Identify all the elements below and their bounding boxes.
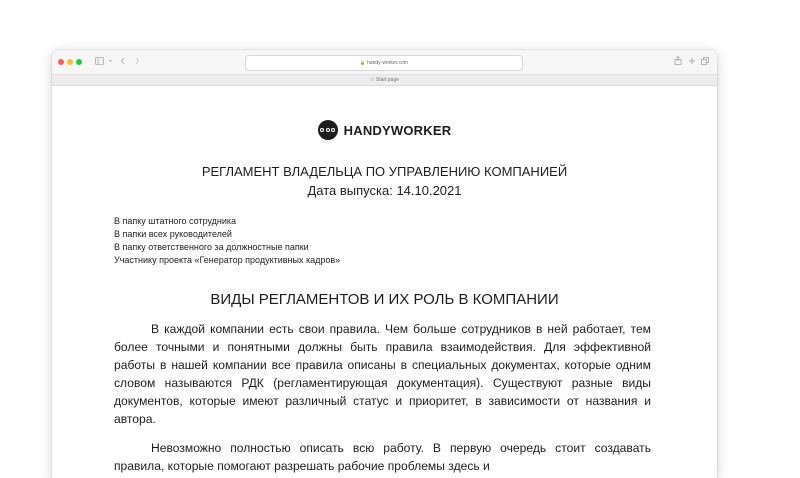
zoom-window-button[interactable]: [76, 59, 82, 65]
browser-toolbar: [52, 50, 717, 75]
document-title: РЕГЛАМЕНТ ВЛАДЕЛЬЦА ПО УПРАВЛЕНИЮ КОМПАНИЕЙ: [201, 164, 568, 179]
url-text: handy-worker.com: [367, 60, 408, 66]
address-bar[interactable]: [245, 55, 523, 71]
body-paragraph: Невозможно полностью описать всю работу. В первую очередь стоит создавать правила, которые помогают разрешать рабочие проблемы здесь и: [114, 441, 651, 474]
share-icon[interactable]: [674, 56, 682, 68]
recipient-item: В папку штатного сотрудника: [114, 216, 237, 226]
issue-date: Дата выпуска: 14.10.2021: [307, 183, 462, 198]
star-icon: ☆: [370, 77, 375, 83]
lock-icon: 🔒: [360, 60, 366, 65]
recipients-list: [114, 215, 340, 267]
back-icon[interactable]: [120, 56, 126, 68]
start-page-bookmark[interactable]: [370, 77, 399, 83]
close-window-button[interactable]: [58, 59, 64, 65]
recipient-item: В папки всех руководителей: [114, 229, 232, 239]
logo[interactable]: [52, 120, 717, 140]
sidebar-icon[interactable]: [95, 56, 104, 68]
forward-icon[interactable]: [134, 56, 140, 68]
chevron-down-icon[interactable]: [108, 56, 113, 68]
body-paragraph: В каждой компании есть свои правила. Чем больше сотрудников в ней работает, тем более точными и понятными должны быть правила взаимодействия. Для эффективной работы в нашей компании все правила описаны в специальных документах, которые одним словом называются РДК (регламентирующая документация). Существуют разные виды документов, которые имеют различный статус и приоритет, в зависимости от названия и автора.: [114, 322, 651, 427]
logo-icon: [318, 120, 338, 140]
logo-text: HANDYWORKER: [343, 122, 452, 138]
minimize-window-button[interactable]: [67, 59, 73, 65]
start-page-label: Start page: [375, 77, 399, 83]
page-content: [52, 86, 717, 478]
section-heading: ВИДЫ РЕГЛАМЕНТОВ И ИХ РОЛЬ В КОМПАНИИ: [210, 291, 559, 308]
browser-window: [52, 50, 717, 478]
tabs-icon[interactable]: [701, 56, 709, 68]
new-tab-icon[interactable]: [688, 56, 696, 68]
recipient-item: В папку ответственного за должностные папки: [114, 242, 309, 252]
recipient-item: Участнику проекта «Генератор продуктивных кадров»: [114, 255, 341, 265]
favorites-bar: [52, 75, 717, 86]
